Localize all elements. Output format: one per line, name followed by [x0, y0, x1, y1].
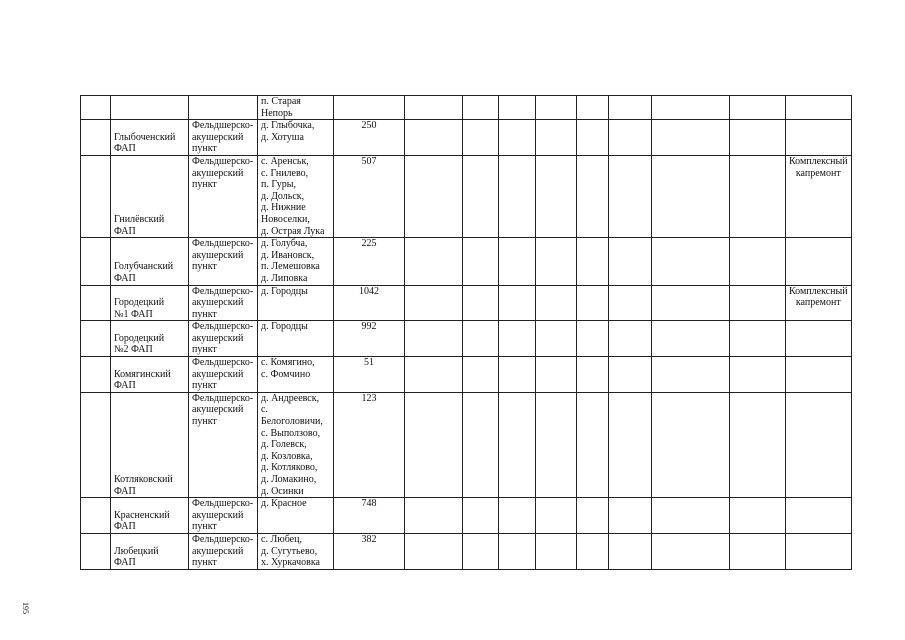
- empty-cell: [463, 238, 499, 285]
- facility-type-line: Фельдшерско-: [192, 238, 254, 250]
- empty-cell: [536, 120, 577, 156]
- empty-cell: [652, 498, 730, 534]
- empty-cell: [81, 155, 111, 237]
- facility-type-line: Фельдшерско-: [192, 285, 254, 297]
- empty-cell: [463, 96, 499, 120]
- empty-cell: [81, 392, 111, 497]
- facility-type: [189, 357, 258, 393]
- facility-type-line: акушерский: [192, 297, 244, 309]
- empty-cell: [405, 120, 463, 156]
- facility-name-line: Городецкий: [114, 297, 165, 309]
- empty-cell: [499, 155, 536, 237]
- facility-name-line: Глыбоченский: [114, 131, 176, 143]
- repair-note: [786, 238, 852, 285]
- empty-cell: [730, 533, 786, 569]
- empty-cell: [536, 285, 577, 321]
- facility-type-line: акушерский: [192, 509, 244, 521]
- empty-cell: [81, 321, 111, 357]
- empty-cell: [405, 238, 463, 285]
- table-row: [81, 392, 852, 497]
- facility-type-line: акушерский: [192, 131, 244, 143]
- settlements: [258, 285, 334, 321]
- empty-cell: [652, 155, 730, 237]
- empty-cell: [499, 285, 536, 321]
- empty-cell: [499, 533, 536, 569]
- facility-type-line: пункт: [192, 261, 217, 273]
- settlements-line: д. Хотуша: [261, 131, 304, 143]
- table-row: [81, 498, 852, 534]
- empty-cell: [652, 285, 730, 321]
- empty-cell: [577, 155, 609, 237]
- table-row: [81, 155, 852, 237]
- empty-cell: [652, 321, 730, 357]
- empty-cell: [652, 357, 730, 393]
- repair-note: [786, 120, 852, 156]
- facility-name: [111, 120, 189, 156]
- facility-type-line: акушерский: [192, 404, 244, 416]
- population: 51: [334, 357, 405, 393]
- empty-cell: [536, 96, 577, 120]
- facility-name-line: Любецкий: [114, 545, 159, 557]
- empty-cell: [730, 498, 786, 534]
- repair-note-line: Комплексный: [789, 285, 848, 297]
- table-row: [81, 533, 852, 569]
- facility-name-line: ФАП: [114, 225, 136, 237]
- empty-cell: [730, 321, 786, 357]
- empty-cell: [609, 96, 652, 120]
- empty-cell: [609, 120, 652, 156]
- repair-note: [786, 533, 852, 569]
- settlements-line: с.: [261, 404, 268, 416]
- facility-type-line: акушерский: [192, 167, 244, 179]
- empty-cell: [463, 120, 499, 156]
- settlements-line: с. Комягино,: [261, 357, 315, 369]
- facility-name-line: Голубчанский: [114, 261, 174, 273]
- facility-name-line: Котляковский: [114, 474, 173, 485]
- facility-name: [111, 392, 189, 497]
- facility-name: [111, 533, 189, 569]
- facility-type: [189, 392, 258, 497]
- population: 507: [334, 155, 405, 237]
- empty-cell: [536, 155, 577, 237]
- population: [334, 96, 405, 120]
- repair-note: [786, 285, 852, 321]
- settlements-line: п. Лемешовка: [261, 261, 320, 273]
- facility-name-line: Комягинский: [114, 368, 171, 380]
- empty-cell: [536, 533, 577, 569]
- empty-cell: [463, 498, 499, 534]
- table-row: [81, 285, 852, 321]
- settlements-line: д. Андреевск,: [261, 392, 320, 404]
- empty-cell: [652, 392, 730, 497]
- empty-cell: [499, 96, 536, 120]
- empty-cell: [730, 120, 786, 156]
- facility-type: [189, 321, 258, 357]
- facility-name: [111, 498, 189, 534]
- facility-type-line: пункт: [192, 557, 217, 569]
- settlements-line: д. Красное: [261, 498, 307, 510]
- facility-type: [189, 238, 258, 285]
- settlements-line: д. Ломакино,: [261, 474, 317, 485]
- settlements: [258, 392, 334, 497]
- empty-cell: [536, 498, 577, 534]
- empty-cell: [405, 498, 463, 534]
- empty-cell: [463, 285, 499, 321]
- margin-page-number: 195: [21, 602, 30, 614]
- empty-cell: [577, 238, 609, 285]
- empty-cell: [405, 285, 463, 321]
- settlements-line: д. Городцы: [261, 321, 308, 333]
- settlements-line: х. Хуркачовка: [261, 557, 320, 569]
- population: 748: [334, 498, 405, 534]
- population: 382: [334, 533, 405, 569]
- empty-cell: [652, 533, 730, 569]
- empty-cell: [609, 357, 652, 393]
- facility-type-line: пункт: [192, 143, 217, 155]
- settlements-line: д. Козловка,: [261, 450, 313, 462]
- facility-type: [189, 155, 258, 237]
- empty-cell: [536, 321, 577, 357]
- repair-note-line: Комплексный: [789, 155, 848, 167]
- empty-cell: [577, 96, 609, 120]
- facility-type-line: акушерский: [192, 545, 244, 557]
- repair-note: [786, 357, 852, 393]
- settlements-line: с. Гнилево,: [261, 167, 309, 179]
- settlements-line: д. Осинки: [261, 485, 304, 497]
- facility-type-line: пункт: [192, 308, 217, 320]
- facility-type: [189, 498, 258, 534]
- empty-cell: [81, 238, 111, 285]
- facility-name-line: ФАП: [114, 272, 136, 284]
- empty-cell: [577, 498, 609, 534]
- facility-name: [111, 285, 189, 321]
- empty-cell: [405, 357, 463, 393]
- empty-cell: [499, 238, 536, 285]
- settlements-line: Новоселки,: [261, 213, 310, 225]
- settlements: [258, 533, 334, 569]
- facility-name: [111, 357, 189, 393]
- empty-cell: [577, 120, 609, 156]
- settlements-line: д. Голубча,: [261, 238, 308, 250]
- population: 992: [334, 321, 405, 357]
- table-row: [81, 357, 852, 393]
- table-row: [81, 96, 852, 120]
- table-row: [81, 120, 852, 156]
- empty-cell: [577, 533, 609, 569]
- population: 225: [334, 238, 405, 285]
- empty-cell: [405, 321, 463, 357]
- empty-cell: [536, 392, 577, 497]
- settlements-line: п. Гуры,: [261, 179, 296, 191]
- repair-note: [786, 498, 852, 534]
- empty-cell: [609, 155, 652, 237]
- facility-name-line: ФАП: [114, 557, 136, 569]
- empty-cell: [652, 238, 730, 285]
- empty-cell: [81, 120, 111, 156]
- empty-cell: [81, 533, 111, 569]
- empty-cell: [405, 155, 463, 237]
- empty-cell: [81, 285, 111, 321]
- empty-cell: [577, 285, 609, 321]
- facility-type-line: акушерский: [192, 332, 244, 344]
- facility-type-line: Фельдшерско-: [192, 321, 254, 333]
- empty-cell: [609, 238, 652, 285]
- facility-type-line: Фельдшерско-: [192, 498, 254, 510]
- facility-type-line: пункт: [192, 179, 217, 191]
- facility-name-line: Городецкий: [114, 332, 165, 344]
- empty-cell: [536, 357, 577, 393]
- facility-type: [189, 533, 258, 569]
- facility-name: [111, 321, 189, 357]
- empty-cell: [499, 357, 536, 393]
- facility-name-line: №1 ФАП: [114, 308, 153, 320]
- settlements-line: п. Старая: [261, 96, 301, 107]
- empty-cell: [609, 498, 652, 534]
- facility-type: [189, 120, 258, 156]
- settlements-line: с. Фомчино: [261, 368, 311, 380]
- settlements: [258, 96, 334, 120]
- settlements-line: д. Дольск,: [261, 190, 305, 202]
- empty-cell: [730, 285, 786, 321]
- settlements-line: с. Выползово,: [261, 427, 321, 439]
- repair-note: [786, 155, 852, 237]
- facility-name-line: ФАП: [114, 485, 136, 497]
- empty-cell: [499, 321, 536, 357]
- facility-type-line: акушерский: [192, 249, 244, 261]
- empty-cell: [499, 392, 536, 497]
- empty-cell: [730, 96, 786, 120]
- facility-type-line: акушерский: [192, 368, 244, 380]
- facility-type: [189, 96, 258, 120]
- settlements-line: с. Любец,: [261, 533, 302, 545]
- empty-cell: [577, 392, 609, 497]
- facility-name-line: Красненский: [114, 509, 170, 521]
- empty-cell: [536, 238, 577, 285]
- empty-cell: [81, 96, 111, 120]
- repair-note-line: капремонт: [795, 297, 841, 309]
- settlements-line: д. Сугутьево,: [261, 545, 318, 557]
- population: 123: [334, 392, 405, 497]
- settlements: [258, 498, 334, 534]
- facility-name-line: ФАП: [114, 380, 136, 392]
- facilities-table: [80, 95, 852, 570]
- empty-cell: [463, 321, 499, 357]
- facility-type-line: пункт: [192, 344, 217, 356]
- empty-cell: [405, 96, 463, 120]
- empty-cell: [463, 155, 499, 237]
- facility-type-line: Фельдшерско-: [192, 533, 254, 545]
- settlements-line: д. Котляково,: [261, 462, 318, 474]
- facility-type-line: Фельдшерско-: [192, 120, 254, 132]
- facility-type-line: Фельдшерско-: [192, 357, 254, 369]
- empty-cell: [609, 285, 652, 321]
- settlements-line: д. Городцы: [261, 285, 308, 297]
- facility-type-line: пункт: [192, 521, 217, 533]
- facility-type-line: Фельдшерско-: [192, 392, 254, 404]
- facility-name-line: №2 ФАП: [114, 344, 153, 356]
- settlements-line: д. Нижние: [261, 202, 306, 214]
- population: 1042: [334, 285, 405, 321]
- settlements: [258, 120, 334, 156]
- empty-cell: [463, 357, 499, 393]
- facility-name-line: Гнилёвский: [114, 213, 165, 225]
- settlements-line: Белоголовичи,: [261, 416, 323, 428]
- settlements-line: д. Липовка: [261, 272, 308, 284]
- empty-cell: [463, 533, 499, 569]
- empty-cell: [499, 120, 536, 156]
- empty-cell: [577, 321, 609, 357]
- facility-type: [189, 285, 258, 321]
- table-row: [81, 238, 852, 285]
- facility-type-line: пункт: [192, 416, 217, 428]
- settlements-line: д. Голевск,: [261, 439, 307, 451]
- repair-note-line: капремонт: [795, 167, 841, 179]
- empty-cell: [609, 533, 652, 569]
- facility-type-line: пункт: [192, 380, 217, 392]
- settlements-line: Непорь: [261, 107, 293, 119]
- repair-note: [786, 96, 852, 120]
- empty-cell: [577, 357, 609, 393]
- empty-cell: [463, 392, 499, 497]
- facility-name: [111, 155, 189, 237]
- settlements: [258, 238, 334, 285]
- empty-cell: [405, 533, 463, 569]
- empty-cell: [609, 321, 652, 357]
- empty-cell: [730, 357, 786, 393]
- table-row: [81, 321, 852, 357]
- repair-note: [786, 321, 852, 357]
- empty-cell: [730, 238, 786, 285]
- population: 250: [334, 120, 405, 156]
- facility-name-line: ФАП: [114, 143, 136, 155]
- repair-note: [786, 392, 852, 497]
- empty-cell: [652, 96, 730, 120]
- facility-type-line: Фельдшерско-: [192, 155, 254, 167]
- settlements-line: д. Острая Лука: [261, 225, 325, 237]
- settlements: [258, 357, 334, 393]
- settlements: [258, 155, 334, 237]
- empty-cell: [81, 357, 111, 393]
- empty-cell: [730, 155, 786, 237]
- settlements-line: д. Ивановск,: [261, 249, 315, 261]
- facility-name: [111, 96, 189, 120]
- empty-cell: [81, 498, 111, 534]
- empty-cell: [609, 392, 652, 497]
- settlements: [258, 321, 334, 357]
- empty-cell: [499, 498, 536, 534]
- empty-cell: [730, 392, 786, 497]
- settlements-line: д. Глыбочка,: [261, 120, 315, 132]
- facility-name-line: ФАП: [114, 521, 136, 533]
- settlements-line: с. Аренськ,: [261, 155, 309, 167]
- empty-cell: [405, 392, 463, 497]
- empty-cell: [652, 120, 730, 156]
- facility-name: [111, 238, 189, 285]
